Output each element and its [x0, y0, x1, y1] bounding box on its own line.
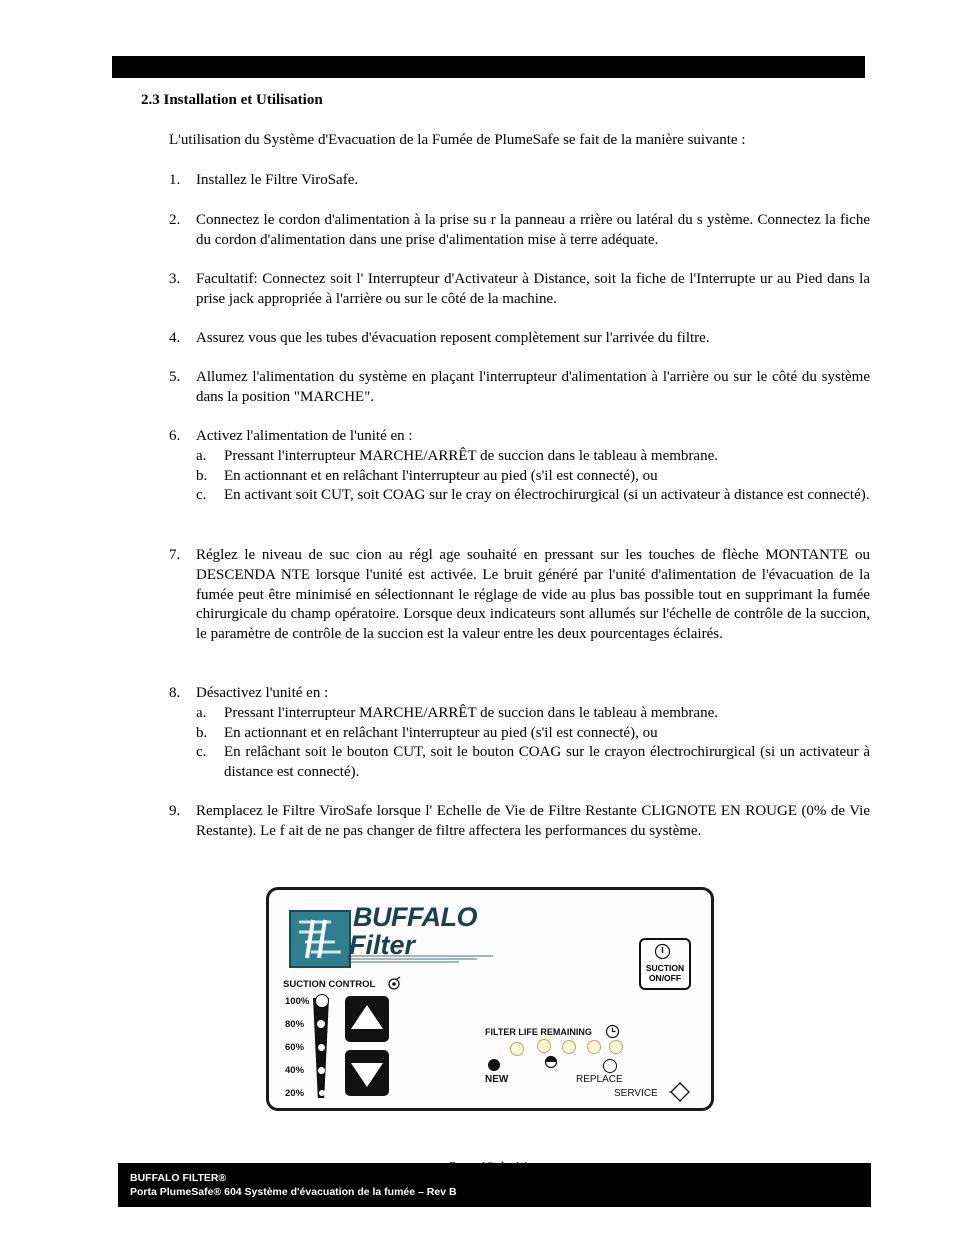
brand-subname: Filter — [349, 930, 416, 960]
step-number: 7. — [169, 547, 181, 563]
step-number: 1. — [169, 172, 181, 188]
step-number: 6. — [169, 428, 181, 444]
section-intro: L'utilisation du Système d'Evacuation de la Fumée de PlumeSafe se fait de la manière suivante : — [169, 132, 746, 148]
onoff-label-line1: SUCTION — [645, 963, 685, 973]
sub-letter: b. — [196, 467, 208, 484]
footer-bar — [118, 1163, 871, 1207]
sub-item — [196, 486, 870, 506]
sub-item — [196, 467, 870, 487]
clock-icon — [605, 1024, 620, 1039]
filter-life-label: FILTER LIFE REMAINING — [485, 1027, 592, 1037]
step-text: Connectez le cordon d'alimentation à la prise su r la panneau a rrière ou latéral du s ystème. Connectez la fiche du cordon d'alimentation dans une prise d'alimentation mise à terre adéquate. — [196, 212, 870, 248]
level-60: 60% — [285, 1042, 305, 1053]
sub-letter: c. — [196, 487, 207, 504]
step-text: Assurez vous que les tubes d'évacuation reposent complètement sur l'arrivée du filtre. — [196, 330, 710, 346]
step-number: 5. — [169, 369, 181, 385]
step-text: Désactivez l'unité en : — [196, 685, 329, 701]
suction-control-label: SUCTION CONTROL — [283, 979, 376, 990]
step-2 — [169, 211, 870, 251]
step-number: 2. — [169, 212, 181, 228]
footer-product: Porta PlumeSafe® 604 Système d'évacuation de la fumée – Rev B — [130, 1186, 457, 1198]
sub-letter: b. — [196, 724, 208, 741]
filter-led-5 — [609, 1040, 623, 1054]
sub-text: Pressant l'interrupteur MARCHE/ARRÊT de succion dans le tableau à membrane. — [224, 704, 718, 721]
step-3 — [169, 270, 870, 310]
buffalo-logo-icon — [289, 910, 351, 968]
arrow-up-icon — [345, 996, 389, 1042]
level-40: 40% — [285, 1065, 305, 1076]
step-text: Installez le Filtre ViroSafe. — [196, 172, 359, 188]
new-indicator-dot — [488, 1059, 500, 1071]
step-text: Facultatif: Connectez soit l' Interrupteur d'Activateur à Distance, soit la fiche de l'Interrupte ur au Pied dans la prise jack appropriée à l'arrière ou sur le côté de la machine. — [196, 271, 870, 307]
service-label: SERVICE — [614, 1088, 658, 1099]
level-20: 20% — [285, 1088, 305, 1099]
onoff-label — [641, 963, 689, 983]
suction-led-20 — [319, 1090, 325, 1096]
sub-text: En actionnant et en relâchant l'interrupteur au pied (s'il est connecté), ou — [224, 724, 658, 741]
filter-led-1 — [510, 1042, 524, 1056]
filter-led-2 — [537, 1039, 551, 1053]
suction-gauge-icon — [387, 976, 402, 991]
step-text: Réglez le niveau de suc cion au régl age souhaité en pressant sur les touches de flèche MONTANTE ou DESCENDA NTE lorsque l'unité est activée. Le bruit généré par l'unité d'alimentation de l'évacuation de la fumée peut être minimisé en sélectionnant le réglage de vide au plus bas possible tout en supprimant la fumée chirurgicale du champ opératoire. Lorsque deux indicateurs sont allumés sur l'échelle de contrôle de la succion, le paramètre de contrôle de la succion est la valeur entre les deux pourcentages éclairés. — [196, 547, 870, 643]
footer-company: BUFFALO FILTER® — [130, 1172, 227, 1184]
suction-onoff-button[interactable] — [639, 938, 691, 990]
filter-led-4 — [587, 1040, 601, 1054]
header-bar — [112, 56, 865, 78]
sub-item — [196, 743, 870, 783]
sub-text: En relâchant soit le bouton CUT, soit le bouton COAG sur le crayon électrochirurgical (si un activateur à distance est connecté). — [224, 744, 870, 781]
sub-text: En activant soit CUT, soit COAG sur le cray on électrochirurgical (si un activateur à distance est connecté). — [224, 487, 870, 504]
sub-text: En actionnant et en relâchant l'interrupteur au pied (s'il est connecté), ou — [224, 467, 658, 484]
onoff-label-line2: ON/OFF — [648, 973, 682, 983]
suction-led-80 — [317, 1020, 325, 1028]
brand-name: BUFFALO — [353, 902, 477, 932]
power-icon — [654, 943, 671, 960]
service-diamond-icon — [669, 1081, 691, 1103]
filter-led-3 — [562, 1040, 576, 1054]
new-label: NEW — [485, 1074, 509, 1085]
half-filled-icon — [544, 1055, 558, 1069]
sub-item — [196, 447, 870, 467]
suction-down-button[interactable] — [345, 1050, 389, 1096]
sub-letter: c. — [196, 744, 207, 761]
step-7 — [169, 546, 870, 645]
sub-letter: a. — [196, 704, 207, 721]
replace-indicator-dot — [603, 1059, 617, 1073]
step-4 — [169, 329, 870, 349]
step-8 — [169, 684, 870, 783]
suction-led-100 — [315, 994, 329, 1008]
section-heading: 2.3 Installation et Utilisation — [141, 92, 323, 108]
step-9 — [169, 802, 870, 842]
sub-item — [196, 724, 870, 744]
suction-led-40 — [318, 1067, 325, 1074]
sub-item — [196, 704, 870, 724]
control-panel-figure — [266, 887, 714, 1111]
step-text: Activez l'alimentation de l'unité en : — [196, 428, 413, 444]
sub-text: Pressant l'interrupteur MARCHE/ARRÊT de succion dans le tableau à membrane. — [224, 447, 718, 464]
step-text: Allumez l'alimentation du système en plaçant l'interrupteur d'alimentation à l'arrière ou sur le côté du système dans la position "MARCHE". — [196, 369, 870, 405]
step-number: 4. — [169, 330, 181, 346]
step-number: 3. — [169, 271, 181, 287]
step-1 — [169, 171, 870, 191]
suction-up-button[interactable] — [345, 996, 389, 1042]
level-80: 80% — [285, 1019, 305, 1030]
logo-lines-icon — [347, 954, 493, 964]
step-number: 9. — [169, 803, 181, 819]
suction-led-60 — [318, 1044, 325, 1051]
step-text: Remplacez le Filtre ViroSafe lorsque l' Echelle de Vie de Filtre Restante CLIGNOTE EN ROUGE (0% de Vie Restante). Le f ait de ne pas changer de filtre affectera les performances du système. — [196, 803, 870, 839]
replace-label: REPLACE — [576, 1074, 623, 1085]
step-number: 8. — [169, 685, 181, 701]
step-6 — [169, 427, 870, 506]
sub-letter: a. — [196, 447, 207, 464]
level-100: 100% — [285, 996, 310, 1007]
arrow-down-icon — [345, 1050, 389, 1096]
step-5 — [169, 368, 870, 408]
